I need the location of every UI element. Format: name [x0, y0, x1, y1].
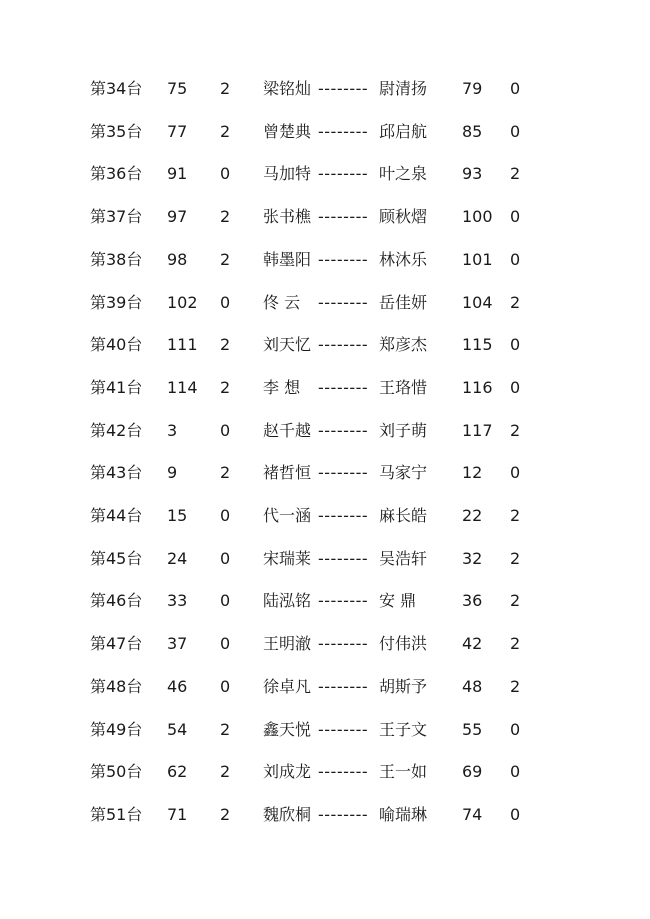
left-score: 0: [220, 164, 231, 183]
left-player-name: 李 想: [263, 378, 301, 397]
versus-separator: --------: [318, 207, 369, 226]
left-seed: 71: [167, 805, 188, 824]
left-seed: 62: [167, 762, 188, 781]
table-number: 第49台: [90, 720, 143, 739]
pairing-row: [0, 757, 650, 787]
left-seed: 33: [167, 591, 188, 610]
versus-separator: --------: [318, 805, 369, 824]
left-player-name: 刘天忆: [263, 335, 312, 354]
left-score: 2: [220, 762, 231, 781]
right-score: 0: [510, 762, 521, 781]
left-seed: 77: [167, 122, 188, 141]
pairing-row: [0, 458, 650, 488]
left-player-name: 王明澈: [263, 634, 312, 653]
right-score: 0: [510, 378, 521, 397]
right-player-name: 叶之泉: [379, 164, 428, 183]
left-player-name: 佟 云: [263, 293, 301, 312]
right-score: 0: [510, 463, 521, 482]
left-seed: 91: [167, 164, 188, 183]
right-seed: 22: [462, 506, 483, 525]
right-score: 2: [510, 421, 521, 440]
right-player-name: 吴浩轩: [379, 549, 428, 568]
table-number: 第48台: [90, 677, 143, 696]
right-seed: 79: [462, 79, 483, 98]
right-score: 0: [510, 207, 521, 226]
right-player-name: 刘子萌: [379, 421, 428, 440]
table-number: 第47台: [90, 634, 143, 653]
versus-separator: --------: [318, 79, 369, 98]
left-score: 2: [220, 335, 231, 354]
left-seed: 54: [167, 720, 188, 739]
left-seed: 3: [167, 421, 178, 440]
versus-separator: --------: [318, 378, 369, 397]
left-player-name: 赵千越: [263, 421, 312, 440]
left-seed: 37: [167, 634, 188, 653]
left-seed: 75: [167, 79, 188, 98]
versus-separator: --------: [318, 506, 369, 525]
table-number: 第40台: [90, 335, 143, 354]
right-score: 2: [510, 549, 521, 568]
pairing-row: [0, 672, 650, 702]
left-player-name: 魏欣桐: [263, 805, 312, 824]
table-number: 第35台: [90, 122, 143, 141]
right-seed: 104: [462, 293, 493, 312]
pairing-row: [0, 544, 650, 574]
left-player-name: 梁铭灿: [263, 79, 312, 98]
left-score: 2: [220, 720, 231, 739]
left-player-name: 鑫天悦: [263, 720, 312, 739]
right-seed: 101: [462, 250, 493, 269]
pairing-row: [0, 373, 650, 403]
versus-separator: --------: [318, 250, 369, 269]
right-seed: 12: [462, 463, 483, 482]
right-score: 0: [510, 250, 521, 269]
pairing-row: [0, 715, 650, 745]
right-score: 0: [510, 79, 521, 98]
right-player-name: 王一如: [379, 762, 428, 781]
table-number: 第46台: [90, 591, 143, 610]
right-score: 0: [510, 720, 521, 739]
right-player-name: 郑彦杰: [379, 335, 428, 354]
left-score: 0: [220, 506, 231, 525]
left-seed: 111: [167, 335, 198, 354]
versus-separator: --------: [318, 634, 369, 653]
left-player-name: 徐卓凡: [263, 677, 312, 696]
left-player-name: 韩墨阳: [263, 250, 312, 269]
table-number: 第37台: [90, 207, 143, 226]
right-score: 0: [510, 335, 521, 354]
table-number: 第39台: [90, 293, 143, 312]
left-player-name: 陆泓铭: [263, 591, 312, 610]
left-player-name: 马加特: [263, 164, 312, 183]
right-seed: 55: [462, 720, 483, 739]
left-score: 2: [220, 378, 231, 397]
versus-separator: --------: [318, 463, 369, 482]
left-player-name: 刘成龙: [263, 762, 312, 781]
pairing-row: [0, 416, 650, 446]
right-player-name: 付伟洪: [379, 634, 428, 653]
right-player-name: 安 鼎: [379, 591, 417, 610]
right-player-name: 王子文: [379, 720, 428, 739]
left-seed: 24: [167, 549, 188, 568]
right-seed: 42: [462, 634, 483, 653]
left-score: 0: [220, 549, 231, 568]
left-score: 0: [220, 591, 231, 610]
pairing-row: [0, 245, 650, 275]
left-player-name: 张书樵: [263, 207, 312, 226]
right-player-name: 麻长皓: [379, 506, 428, 525]
table-number: 第36台: [90, 164, 143, 183]
right-score: 2: [510, 591, 521, 610]
left-score: 2: [220, 79, 231, 98]
left-seed: 114: [167, 378, 198, 397]
right-player-name: 岳佳妍: [379, 293, 428, 312]
left-score: 0: [220, 634, 231, 653]
table-number: 第42台: [90, 421, 143, 440]
right-player-name: 林沐乐: [379, 250, 428, 269]
right-player-name: 马家宁: [379, 463, 428, 482]
table-number: 第43台: [90, 463, 143, 482]
right-seed: 117: [462, 421, 493, 440]
left-score: 0: [220, 421, 231, 440]
table-number: 第44台: [90, 506, 143, 525]
pairing-row: [0, 159, 650, 189]
right-seed: 116: [462, 378, 493, 397]
right-player-name: 邱启航: [379, 122, 428, 141]
versus-separator: --------: [318, 122, 369, 141]
table-number: 第50台: [90, 762, 143, 781]
right-seed: 69: [462, 762, 483, 781]
right-seed: 48: [462, 677, 483, 696]
left-score: 2: [220, 805, 231, 824]
versus-separator: --------: [318, 421, 369, 440]
right-score: 2: [510, 293, 521, 312]
left-seed: 98: [167, 250, 188, 269]
pairing-row: [0, 288, 650, 318]
versus-separator: --------: [318, 720, 369, 739]
right-player-name: 顾秋熠: [379, 207, 428, 226]
versus-separator: --------: [318, 677, 369, 696]
table-number: 第38台: [90, 250, 143, 269]
versus-separator: --------: [318, 549, 369, 568]
pairing-row: [0, 586, 650, 616]
versus-separator: --------: [318, 293, 369, 312]
left-seed: 102: [167, 293, 198, 312]
left-score: 2: [220, 250, 231, 269]
pairing-row: [0, 74, 650, 104]
pairing-row: [0, 117, 650, 147]
pairing-row: [0, 629, 650, 659]
pairing-row: [0, 202, 650, 232]
versus-separator: --------: [318, 164, 369, 183]
pairing-row: [0, 800, 650, 830]
right-seed: 74: [462, 805, 483, 824]
pairing-row: [0, 501, 650, 531]
right-seed: 85: [462, 122, 483, 141]
left-seed: 97: [167, 207, 188, 226]
right-score: 2: [510, 506, 521, 525]
right-seed: 36: [462, 591, 483, 610]
pairing-row: [0, 330, 650, 360]
versus-separator: --------: [318, 335, 369, 354]
right-seed: 32: [462, 549, 483, 568]
right-score: 2: [510, 677, 521, 696]
left-player-name: 曾楚典: [263, 122, 312, 141]
right-player-name: 胡斯予: [379, 677, 428, 696]
table-number: 第51台: [90, 805, 143, 824]
right-score: 0: [510, 122, 521, 141]
left-player-name: 代一涵: [263, 506, 312, 525]
table-number: 第34台: [90, 79, 143, 98]
left-player-name: 宋瑞莱: [263, 549, 312, 568]
versus-separator: --------: [318, 762, 369, 781]
right-score: 0: [510, 805, 521, 824]
table-number: 第45台: [90, 549, 143, 568]
right-score: 2: [510, 164, 521, 183]
left-score: 2: [220, 122, 231, 141]
left-seed: 46: [167, 677, 188, 696]
left-score: 0: [220, 677, 231, 696]
right-seed: 115: [462, 335, 493, 354]
left-seed: 9: [167, 463, 178, 482]
left-player-name: 褚哲恒: [263, 463, 312, 482]
right-score: 2: [510, 634, 521, 653]
right-player-name: 喻瑞琳: [379, 805, 428, 824]
left-seed: 15: [167, 506, 188, 525]
right-player-name: 王珞惜: [379, 378, 428, 397]
left-score: 2: [220, 207, 231, 226]
left-score: 2: [220, 463, 231, 482]
right-seed: 93: [462, 164, 483, 183]
table-number: 第41台: [90, 378, 143, 397]
versus-separator: --------: [318, 591, 369, 610]
right-player-name: 尉清扬: [379, 79, 428, 98]
left-score: 0: [220, 293, 231, 312]
right-seed: 100: [462, 207, 493, 226]
